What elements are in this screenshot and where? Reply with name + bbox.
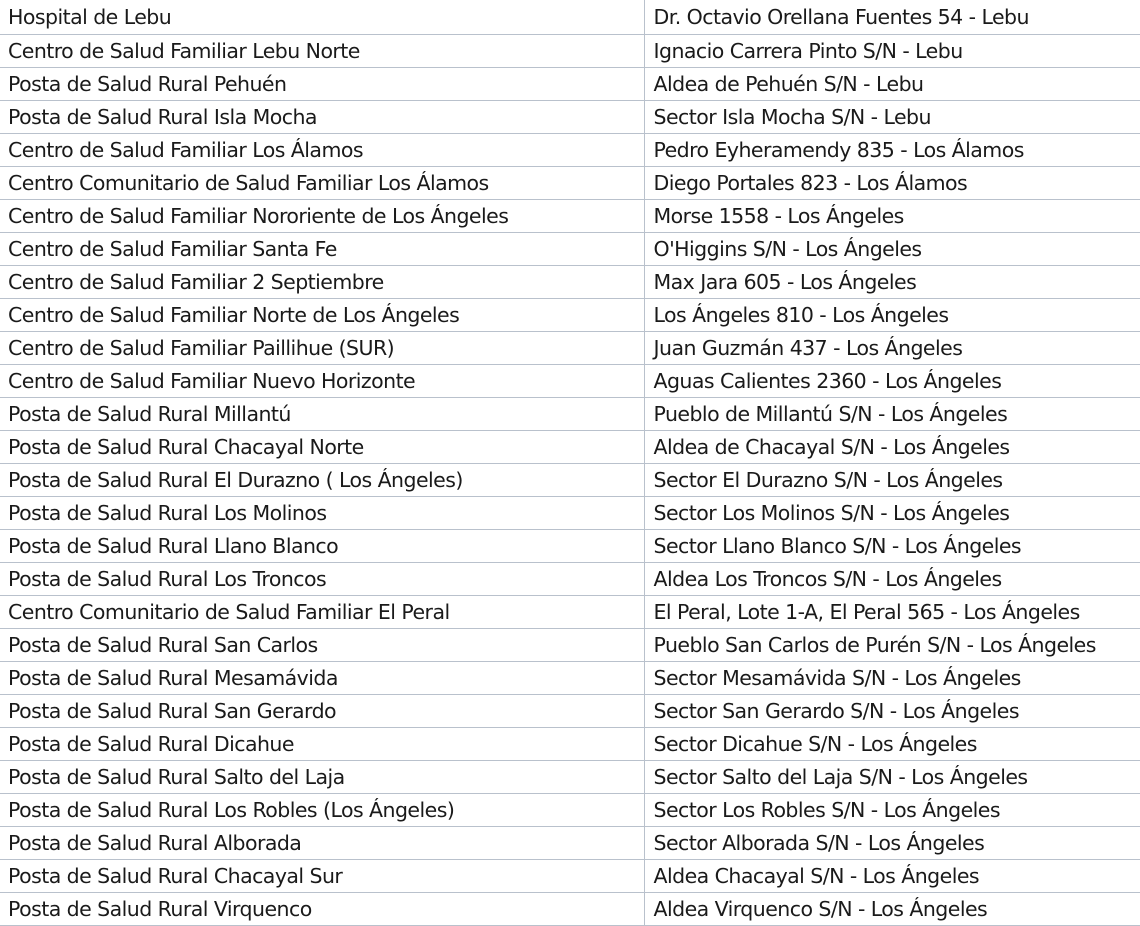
table-row (0, 794, 1140, 827)
table-row (0, 101, 1140, 134)
table-row (0, 0, 1140, 35)
facility-name-cell: Hospital de Lebu (0, 0, 644, 35)
table-row (0, 167, 1140, 200)
facility-address-cell: Max Jara 605 - Los Ángeles (644, 266, 1140, 299)
table-row (0, 431, 1140, 464)
facility-address-cell: Sector Los Robles S/N - Los Ángeles (644, 794, 1140, 827)
facility-name-cell: Centro de Salud Familiar Norte de Los Ángeles (0, 299, 644, 332)
facility-name-cell: Posta de Salud Rural Los Troncos (0, 563, 644, 596)
facility-name-cell: Posta de Salud Rural Dicahue (0, 728, 644, 761)
table-row (0, 68, 1140, 101)
facility-name-cell: Centro Comunitario de Salud Familiar El Peral (0, 596, 644, 629)
table-row (0, 299, 1140, 332)
facility-address-cell: Sector Dicahue S/N - Los Ángeles (644, 728, 1140, 761)
facility-name-cell: Posta de Salud Rural Los Robles (Los Ángeles) (0, 794, 644, 827)
table-row (0, 695, 1140, 728)
facility-name-cell: Posta de Salud Rural Isla Mocha (0, 101, 644, 134)
table-row (0, 464, 1140, 497)
facility-address-cell: Pedro Eyheramendy 835 - Los Álamos (644, 134, 1140, 167)
facility-address-cell: Pueblo San Carlos de Purén S/N - Los Ángeles (644, 629, 1140, 662)
facility-name-cell: Posta de Salud Rural San Gerardo (0, 695, 644, 728)
table-row (0, 134, 1140, 167)
table-row (0, 497, 1140, 530)
facility-name-cell: Posta de Salud Rural Chacayal Sur (0, 860, 644, 893)
facility-address-cell: Aldea de Pehuén S/N - Lebu (644, 68, 1140, 101)
facility-name-cell: Posta de Salud Rural Alborada (0, 827, 644, 860)
facility-name-cell: Centro Comunitario de Salud Familiar Los Álamos (0, 167, 644, 200)
facility-address-cell: El Peral, Lote 1-A, El Peral 565 - Los Ángeles (644, 596, 1140, 629)
table-row (0, 596, 1140, 629)
facility-address-cell: Aldea Chacayal S/N - Los Ángeles (644, 860, 1140, 893)
facility-name-cell: Posta de Salud Rural Llano Blanco (0, 530, 644, 563)
table-row (0, 629, 1140, 662)
facility-name-cell: Centro de Salud Familiar Paillihue (SUR) (0, 332, 644, 365)
facility-name-cell: Posta de Salud Rural Mesamávida (0, 662, 644, 695)
table-row (0, 827, 1140, 860)
facility-address-cell: Sector Alborada S/N - Los Ángeles (644, 827, 1140, 860)
table-row (0, 35, 1140, 68)
facility-address-cell: Aldea Virquenco S/N - Los Ángeles (644, 893, 1140, 926)
table-row (0, 233, 1140, 266)
facility-address-cell: Sector El Durazno S/N - Los Ángeles (644, 464, 1140, 497)
facility-address-cell: O'Higgins S/N - Los Ángeles (644, 233, 1140, 266)
table-row (0, 860, 1140, 893)
facility-address-cell: Sector Salto del Laja S/N - Los Ángeles (644, 761, 1140, 794)
facility-address-cell: Los Ángeles 810 - Los Ángeles (644, 299, 1140, 332)
table-row (0, 200, 1140, 233)
facility-name-cell: Centro de Salud Familiar Santa Fe (0, 233, 644, 266)
facility-name-cell: Posta de Salud Rural San Carlos (0, 629, 644, 662)
facility-name-cell: Posta de Salud Rural Millantú (0, 398, 644, 431)
table-row (0, 662, 1140, 695)
table-row (0, 332, 1140, 365)
facility-address-cell: Sector Isla Mocha S/N - Lebu (644, 101, 1140, 134)
facility-address-cell: Diego Portales 823 - Los Álamos (644, 167, 1140, 200)
table-row (0, 761, 1140, 794)
facility-name-cell: Posta de Salud Rural Virquenco (0, 893, 644, 926)
facility-name-cell: Centro de Salud Familiar Nuevo Horizonte (0, 365, 644, 398)
facility-name-cell: Centro de Salud Familiar Nororiente de Los Ángeles (0, 200, 644, 233)
facility-name-cell: Centro de Salud Familiar Lebu Norte (0, 35, 644, 68)
facility-address-cell: Sector Los Molinos S/N - Los Ángeles (644, 497, 1140, 530)
table-row (0, 266, 1140, 299)
facility-name-cell: Posta de Salud Rural Pehuén (0, 68, 644, 101)
table-row (0, 893, 1140, 926)
facility-name-cell: Posta de Salud Rural Los Molinos (0, 497, 644, 530)
facility-address-cell: Aldea de Chacayal S/N - Los Ángeles (644, 431, 1140, 464)
table-row (0, 530, 1140, 563)
table-row (0, 398, 1140, 431)
facility-address-cell: Dr. Octavio Orellana Fuentes 54 - Lebu (644, 0, 1140, 35)
facility-name-cell: Posta de Salud Rural Chacayal Norte (0, 431, 644, 464)
table-row (0, 563, 1140, 596)
facility-name-cell: Centro de Salud Familiar Los Álamos (0, 134, 644, 167)
facility-address-cell: Morse 1558 - Los Ángeles (644, 200, 1140, 233)
facility-address-cell: Sector San Gerardo S/N - Los Ángeles (644, 695, 1140, 728)
facility-address-cell: Aguas Calientes 2360 - Los Ángeles (644, 365, 1140, 398)
facility-address-cell: Pueblo de Millantú S/N - Los Ángeles (644, 398, 1140, 431)
facility-address-cell: Juan Guzmán 437 - Los Ángeles (644, 332, 1140, 365)
facility-address-cell: Ignacio Carrera Pinto S/N - Lebu (644, 35, 1140, 68)
facility-name-cell: Posta de Salud Rural El Durazno ( Los Ángeles) (0, 464, 644, 497)
table-row (0, 365, 1140, 398)
facility-address-cell: Sector Llano Blanco S/N - Los Ángeles (644, 530, 1140, 563)
facility-address-cell: Aldea Los Troncos S/N - Los Ángeles (644, 563, 1140, 596)
facility-address-cell: Sector Mesamávida S/N - Los Ángeles (644, 662, 1140, 695)
facility-name-cell: Posta de Salud Rural Salto del Laja (0, 761, 644, 794)
table-row (0, 728, 1140, 761)
facility-name-cell: Centro de Salud Familiar 2 Septiembre (0, 266, 644, 299)
